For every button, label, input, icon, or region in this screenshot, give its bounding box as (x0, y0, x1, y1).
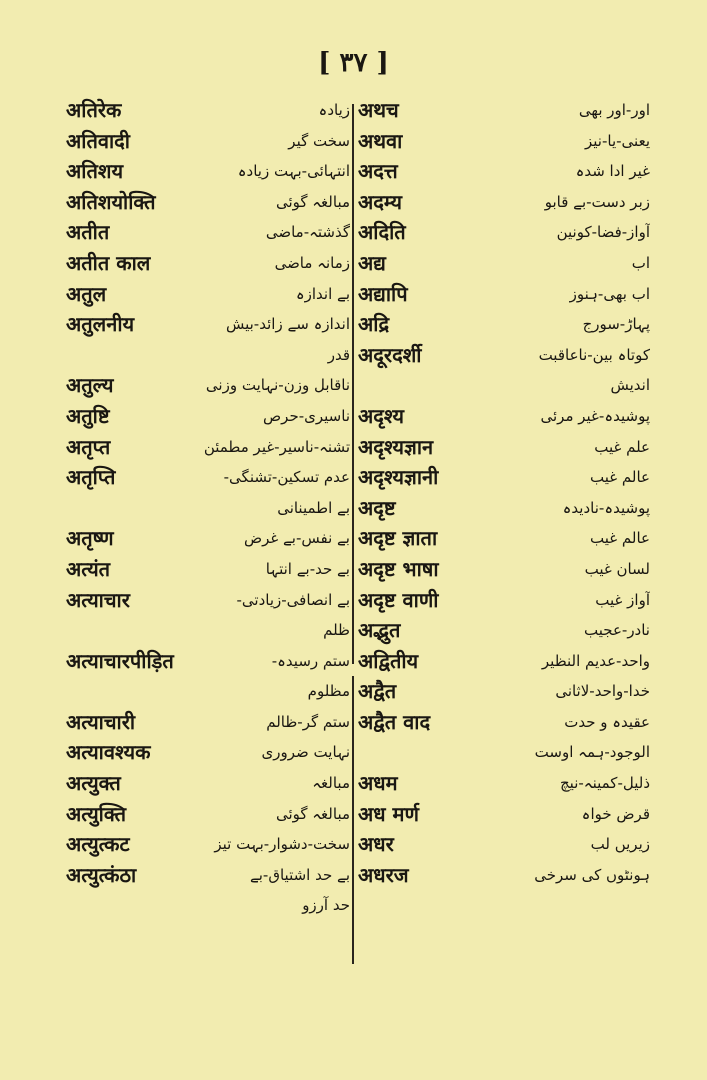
definition: پوشیدہ-غیر مرئی (540, 406, 650, 425)
definition: مبالغہ (312, 774, 350, 793)
headword: अत्युक्ति (66, 801, 126, 826)
dictionary-entry (66, 127, 350, 158)
dictionary-entry (358, 524, 650, 555)
headword: अतुलनीय (66, 312, 135, 337)
definition: ظلم (323, 621, 350, 640)
definition: اور-اور بھی (578, 101, 650, 119)
dictionary-entry (358, 586, 650, 617)
headword: अद्वितीय (358, 648, 419, 673)
dictionary-entry (358, 341, 650, 372)
dictionary-entry (66, 555, 350, 586)
definition: اندیش (610, 376, 650, 395)
definition: مبالغہ گوئی (275, 804, 350, 823)
dictionary-entry (66, 586, 350, 617)
headword: अत्यावश्यक (66, 740, 151, 765)
definition: الوجود-ہمہ اوست (534, 743, 650, 762)
definition: عدم تسکین-تشنگی- (223, 468, 350, 487)
headword: अदूरदर्शी (358, 342, 422, 367)
headword: अतीत (66, 220, 110, 245)
definition: یعنی-یا-نیز (585, 131, 650, 150)
headword: अथच (358, 98, 399, 122)
definition: ستم رسیدہ- (271, 651, 350, 670)
definition: تشنہ-ناسیر-غیر مطمئن (203, 437, 350, 456)
headword: अद्वैत वाद (358, 709, 431, 734)
dictionary-entry (358, 127, 650, 158)
dictionary-entry (66, 433, 350, 464)
headword: अतिवादी (66, 128, 130, 153)
headword: अत्याचार (66, 587, 130, 612)
headword: अतृष्ण (66, 526, 114, 551)
definition: زبر دست-بے قابو (544, 192, 650, 211)
left-column (66, 96, 350, 922)
page-number: [ ٣٧ ] (318, 48, 389, 78)
headword: अत्युत्कंठा (66, 862, 137, 887)
dictionary-entry (358, 738, 650, 769)
column-divider (352, 104, 354, 664)
definition: مظلوم (307, 682, 350, 701)
dictionary-entry (66, 769, 350, 800)
dictionary-entry (358, 96, 650, 127)
headword: अद्रि (358, 312, 390, 337)
dictionary-entry (358, 371, 650, 402)
definition: نہایت ضروری (261, 743, 350, 762)
dictionary-entry (66, 800, 350, 831)
dictionary-entry (66, 341, 350, 372)
headword: अतिशय (66, 159, 124, 184)
definition: اب بھی-ہنوز (569, 284, 650, 303)
dictionary-entry (66, 494, 350, 525)
dictionary-entry (66, 861, 350, 892)
headword: अधम (358, 771, 398, 796)
definition: ناسیری-حرص (263, 406, 350, 425)
dictionary-entry (66, 310, 350, 341)
definition: بے اندازہ (295, 284, 350, 303)
dictionary-entry (66, 280, 350, 311)
headword: अतृप्त (66, 434, 111, 459)
dictionary-entry (358, 463, 650, 494)
headword: अत्याचारपीड़ित (66, 648, 174, 673)
dictionary-entry (66, 830, 350, 861)
right-column (358, 96, 650, 891)
headword: अदत्त (358, 159, 398, 184)
definition: ذلیل-کمینہ-نیچ (560, 774, 650, 793)
headword: अद्वैत (358, 679, 397, 704)
dictionary-entry (66, 371, 350, 402)
headword: अदृश्य (358, 403, 404, 428)
dictionary-entry (358, 188, 650, 219)
dictionary-entry (66, 677, 350, 708)
dictionary-entry (358, 249, 650, 280)
headword: अदृष्ट भाषा (358, 556, 439, 581)
dictionary-entry (358, 433, 650, 464)
definition: ستم گر-ظالم (266, 712, 350, 731)
definition: لسان غیب (584, 559, 650, 578)
dictionary-entry (66, 96, 350, 127)
headword: अतीत काल (66, 250, 151, 275)
headword: अदृश्यज्ञान (358, 434, 434, 459)
definition: قدر (327, 345, 350, 364)
dictionary-entry (66, 708, 350, 739)
definition: ناقابل وزن-نہایت وزنی (205, 376, 350, 395)
definition: عالم غیب (590, 529, 650, 548)
dictionary-entry (66, 891, 350, 922)
definition: بے حد-بے انتہا (265, 559, 350, 578)
dictionary-entry (66, 738, 350, 769)
dictionary-entry (358, 280, 650, 311)
definition: بے حد اشتیاق-بے (249, 865, 350, 884)
column-divider-lower (352, 676, 354, 964)
definition: بے نفس-بے غرض (243, 529, 350, 548)
definition: علم غیب (594, 437, 650, 456)
definition: سخت گیر (288, 131, 350, 150)
definition: مبالغہ گوئی (275, 192, 350, 211)
headword: अद्य (358, 250, 386, 275)
headword: अतुल्य (66, 373, 114, 398)
dictionary-entry (358, 861, 650, 892)
dictionary-entry (358, 402, 650, 433)
definition: زیادہ (318, 101, 350, 119)
dictionary-entry (66, 616, 350, 647)
definition: نادر-عجیب (584, 621, 650, 640)
definition: قرض خواہ (581, 804, 650, 823)
headword: अतुल (66, 281, 107, 306)
dictionary-entry (66, 463, 350, 494)
dictionary-entry (358, 616, 650, 647)
dictionary-entry (66, 249, 350, 280)
dictionary-entry (358, 218, 650, 249)
dictionary-entry (358, 677, 650, 708)
headword: अथवा (358, 128, 403, 153)
definition: واحد-عدیم النظیر (541, 651, 650, 670)
headword: अत्याचारी (66, 709, 136, 734)
headword: अदम्य (358, 189, 402, 214)
headword: अध मर्ण (358, 801, 419, 826)
definition: زمانہ ماضی (274, 253, 350, 272)
definition: پوشیدہ-نادیدہ (562, 498, 650, 517)
dictionary-entry (358, 830, 650, 861)
definition: اب (631, 253, 650, 272)
definition: عقیدہ و حدت (564, 712, 650, 731)
headword: अदिति (358, 220, 406, 245)
dictionary-entry (358, 708, 650, 739)
dictionary-entry (358, 157, 650, 188)
definition: زیریں لب (590, 835, 650, 854)
headword: अत्युक्त (66, 771, 121, 796)
headword: अधर (358, 832, 394, 857)
headword: अतृप्ति (66, 465, 116, 490)
dictionary-entry (66, 647, 350, 678)
dictionary-entry (358, 494, 650, 525)
dictionary-entry (66, 218, 350, 249)
definition: کوتاہ بین-ناعاقبت (538, 345, 650, 364)
headword: अत्यंत (66, 556, 111, 581)
definition: اندازہ سے زائد-بیش (225, 315, 350, 334)
dictionary-entry (66, 157, 350, 188)
headword: अदृष्ट (358, 495, 396, 520)
headword: अतुष्टि (66, 403, 110, 428)
headword: अदृष्ट वाणी (358, 587, 439, 612)
dictionary-entry (358, 555, 650, 586)
definition: آواز غیب (595, 590, 650, 609)
dictionary-entry (66, 402, 350, 433)
dictionary-entry (66, 524, 350, 555)
definition: غیر ادا شدہ (575, 162, 650, 181)
definition: بے انصافی-زیادتی- (236, 590, 350, 609)
headword: अद्भुत (358, 618, 401, 643)
definition: آواز-فضا-کونین (556, 223, 650, 242)
definition: انتہائی-بہت زیادہ (237, 162, 350, 181)
headword: अधरज (358, 862, 409, 887)
definition: سخت-دشوار-بہت تیز (214, 835, 350, 854)
definition: بے اطمینانی (277, 498, 350, 517)
dictionary-entry (358, 647, 650, 678)
headword: अतिरेक (66, 98, 122, 122)
headword: अदृश्यज्ञानी (358, 465, 439, 490)
headword: अत्युत्कट (66, 832, 130, 857)
headword: अतिशयोक्ति (66, 189, 156, 214)
headword: अदृष्ट ज्ञाता (358, 526, 438, 551)
dictionary-entry (358, 769, 650, 800)
dictionary-entry (358, 800, 650, 831)
definition: ہونٹوں کی سرخی (534, 865, 650, 884)
dictionary-entry (358, 310, 650, 341)
definition: خدا-واحد-لاثانی (555, 682, 650, 701)
definition: حد آرزو (302, 896, 350, 915)
definition: پہاڑ-سورج (582, 315, 650, 334)
dictionary-entry (66, 188, 350, 219)
headword: अद्यापि (358, 281, 408, 306)
definition: عالم غیب (590, 468, 650, 487)
definition: گذشتہ-ماضی (265, 223, 350, 242)
